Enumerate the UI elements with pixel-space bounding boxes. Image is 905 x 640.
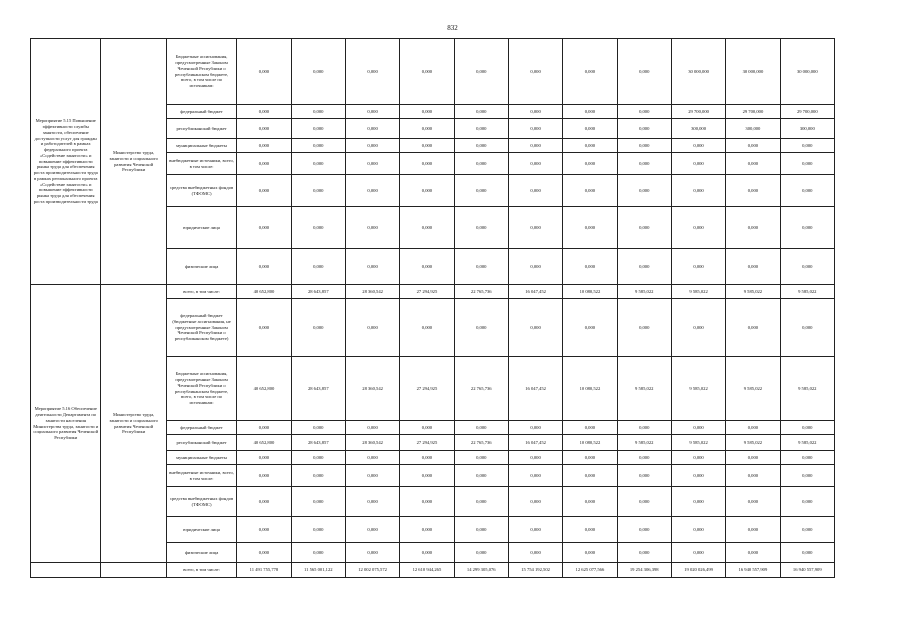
value-cell: 0,000 <box>454 299 508 357</box>
value-cell: 0,000 <box>671 207 725 249</box>
value-cell: 0,000 <box>563 517 617 543</box>
funding-source: муниципальные бюджеты <box>166 451 236 465</box>
value-cell: 0,000 <box>726 543 780 563</box>
value-cell: 0,000 <box>237 517 291 543</box>
value-cell: 0,000 <box>400 451 454 465</box>
value-cell: 9 585,022 <box>726 357 780 421</box>
value-cell: 0,000 <box>726 139 780 153</box>
value-cell: 0,000 <box>671 249 725 285</box>
value-cell: 0,000 <box>345 543 399 563</box>
value-cell: 0,000 <box>617 421 671 435</box>
value-cell: 29 700,000 <box>726 105 780 119</box>
value-cell: 0,000 <box>400 421 454 435</box>
value-cell: 9 585,022 <box>671 435 725 451</box>
value-cell: 0,000 <box>454 421 508 435</box>
value-cell: 0,000 <box>563 299 617 357</box>
value-cell: 0,000 <box>780 299 834 357</box>
value-cell: 0,000 <box>345 451 399 465</box>
value-cell: 0,000 <box>454 175 508 207</box>
value-cell: 16 940 557,909 <box>780 563 834 578</box>
value-cell: 0,000 <box>508 119 562 139</box>
value-cell: 16 047,452 <box>508 357 562 421</box>
value-cell: 0,000 <box>291 207 345 249</box>
value-cell: 0,000 <box>291 543 345 563</box>
value-cell: 0,000 <box>726 153 780 175</box>
value-cell: 0,000 <box>291 175 345 207</box>
value-cell: 9 585,022 <box>780 435 834 451</box>
value-cell: 0,000 <box>400 119 454 139</box>
value-cell: 9 585,022 <box>780 357 834 421</box>
value-cell: 0,000 <box>726 451 780 465</box>
value-cell: 0,000 <box>237 153 291 175</box>
value-cell: 0,000 <box>726 465 780 487</box>
value-cell: 0,000 <box>508 543 562 563</box>
table-row <box>31 285 835 299</box>
value-cell: 0,000 <box>400 105 454 119</box>
value-cell: 0,000 <box>237 249 291 285</box>
value-cell: 0,000 <box>617 517 671 543</box>
value-cell: 0,000 <box>237 299 291 357</box>
value-cell: 0,000 <box>671 517 725 543</box>
value-cell: 0,000 <box>345 105 399 119</box>
value-cell: 14 299 305,076 <box>454 563 508 578</box>
value-cell: 0,000 <box>563 487 617 517</box>
value-cell: 0,000 <box>671 175 725 207</box>
value-cell: 28 643,857 <box>291 285 345 299</box>
value-cell: 0,000 <box>508 139 562 153</box>
value-cell: 0,000 <box>617 39 671 105</box>
value-cell: 10 080,522 <box>563 435 617 451</box>
value-cell: 16 047,452 <box>508 285 562 299</box>
value-cell: 0,000 <box>400 249 454 285</box>
funding-source: Бюджетные ассигнования, предусмотренные Законом Чеченской Республики о республиканском бюджете, всего, в том числе по источникам: <box>166 357 236 421</box>
value-cell: 0,000 <box>237 139 291 153</box>
value-cell: 22 765,736 <box>454 285 508 299</box>
value-cell: 0,000 <box>780 207 834 249</box>
value-cell: 0,000 <box>400 487 454 517</box>
value-cell: 0,000 <box>508 175 562 207</box>
value-cell: 0,000 <box>726 299 780 357</box>
value-cell: 9 585,022 <box>617 285 671 299</box>
value-cell: 9 585,022 <box>726 435 780 451</box>
value-cell: 0,000 <box>508 207 562 249</box>
value-cell: 40 652,800 <box>237 285 291 299</box>
total-empty-cell <box>101 563 166 578</box>
value-cell: 300,000 <box>780 119 834 139</box>
page-number: 832 <box>447 24 458 32</box>
funding-source: внебюджетные источники, всего, в том числе: <box>166 465 236 487</box>
value-cell: 0,000 <box>291 249 345 285</box>
value-cell: 0,000 <box>345 39 399 105</box>
value-cell: 0,000 <box>563 207 617 249</box>
table-row <box>31 39 835 105</box>
value-cell: 19 020 026,499 <box>671 563 725 578</box>
value-cell: 40 652,800 <box>237 435 291 451</box>
value-cell: 0,000 <box>780 451 834 465</box>
value-cell: 10 080,522 <box>563 357 617 421</box>
event-name: Мероприятие 5.16 Обеспечение деятельности Департамента по занятости населения Министерства труда, занятости и социального развития Чеченской Республики <box>31 285 101 563</box>
value-cell: 0,000 <box>291 421 345 435</box>
value-cell: 0,000 <box>617 543 671 563</box>
value-cell: 0,000 <box>780 175 834 207</box>
value-cell: 0,000 <box>237 105 291 119</box>
value-cell: 0,000 <box>454 207 508 249</box>
value-cell: 0,000 <box>780 421 834 435</box>
value-cell: 0,000 <box>780 249 834 285</box>
value-cell: 0,000 <box>291 139 345 153</box>
value-cell: 300,000 <box>726 119 780 139</box>
value-cell: 10 080,522 <box>563 285 617 299</box>
funding-source: юридические лица <box>166 517 236 543</box>
value-cell: 0,000 <box>237 175 291 207</box>
value-cell: 0,000 <box>237 421 291 435</box>
value-cell: 0,000 <box>454 249 508 285</box>
value-cell: 0,000 <box>726 175 780 207</box>
value-cell: 0,000 <box>237 465 291 487</box>
value-cell: 0,000 <box>237 487 291 517</box>
value-cell: 0,000 <box>671 487 725 517</box>
total-row <box>31 563 835 578</box>
value-cell: 0,000 <box>563 119 617 139</box>
value-cell: 0,000 <box>671 543 725 563</box>
value-cell: 0,000 <box>617 153 671 175</box>
value-cell: 0,000 <box>345 421 399 435</box>
value-cell: 0,000 <box>617 465 671 487</box>
value-cell: 0,000 <box>780 153 834 175</box>
value-cell: 0,000 <box>400 175 454 207</box>
value-cell: 0,000 <box>671 139 725 153</box>
value-cell: 27 294,925 <box>400 435 454 451</box>
value-cell: 0,000 <box>400 39 454 105</box>
value-cell: 0,000 <box>345 299 399 357</box>
value-cell: 0,000 <box>454 517 508 543</box>
value-cell: 0,000 <box>563 249 617 285</box>
funding-source: физические лица <box>166 543 236 563</box>
value-cell: 0,000 <box>291 105 345 119</box>
value-cell: 29 700,000 <box>671 105 725 119</box>
value-cell: 16 047,452 <box>508 435 562 451</box>
value-cell: 0,000 <box>617 139 671 153</box>
value-cell: 0,000 <box>726 517 780 543</box>
value-cell: 0,000 <box>617 299 671 357</box>
funding-source: федеральный бюджет (бюджетные ассигнования, не предусмотренные Законом Чеченской Республики о республиканском бюджете) <box>166 299 236 357</box>
value-cell: 0,000 <box>237 39 291 105</box>
value-cell: 0,000 <box>400 543 454 563</box>
event-name: Мероприятие 5.15 Повышение эффективности службы занятости, обеспечение доступности услуг для граждан и работодателей в рамках федерального проекта «Содействие занятости» и повышение эффективности рынка труда для обеспечения роста производительности труда в рамках регионального проекта «Содействие занятости» и повышение эффективности рынка труда для обеспечения роста производительности труда <box>31 39 101 285</box>
value-cell: 0,000 <box>671 465 725 487</box>
value-cell: 0,000 <box>291 517 345 543</box>
value-cell: 0,000 <box>617 451 671 465</box>
value-cell: 0,000 <box>454 543 508 563</box>
total-empty-cell <box>31 563 101 578</box>
value-cell: 0,000 <box>508 517 562 543</box>
value-cell: 40 652,800 <box>237 357 291 421</box>
value-cell: 0,000 <box>345 207 399 249</box>
value-cell: 11 491 755,778 <box>237 563 291 578</box>
value-cell: 0,000 <box>780 139 834 153</box>
value-cell: 0,000 <box>617 207 671 249</box>
value-cell: 0,000 <box>617 119 671 139</box>
funding-source: юридические лица <box>166 207 236 249</box>
value-cell: 0,000 <box>563 451 617 465</box>
value-cell: 9 585,022 <box>617 357 671 421</box>
value-cell: 12 625 077,566 <box>563 563 617 578</box>
value-cell: 0,000 <box>726 249 780 285</box>
value-cell: 0,000 <box>291 465 345 487</box>
value-cell: 0,000 <box>617 249 671 285</box>
value-cell: 0,000 <box>454 451 508 465</box>
value-cell: 0,000 <box>726 207 780 249</box>
value-cell: 0,000 <box>508 421 562 435</box>
value-cell: 0,000 <box>345 517 399 543</box>
value-cell: 28 643,857 <box>291 357 345 421</box>
value-cell: 0,000 <box>726 421 780 435</box>
funding-source: федеральный бюджет <box>166 105 236 119</box>
value-cell: 0,000 <box>617 487 671 517</box>
value-cell: 0,000 <box>563 175 617 207</box>
value-cell: 0,000 <box>345 465 399 487</box>
funding-source: всего, в том числе: <box>166 563 236 578</box>
value-cell: 0,000 <box>780 465 834 487</box>
value-cell: 0,000 <box>508 487 562 517</box>
value-cell: 0,000 <box>508 451 562 465</box>
value-cell: 0,000 <box>291 39 345 105</box>
value-cell: 12 610 944,265 <box>400 563 454 578</box>
value-cell: 0,000 <box>508 249 562 285</box>
value-cell: 0,000 <box>454 465 508 487</box>
value-cell: 0,000 <box>563 153 617 175</box>
value-cell: 9 585,022 <box>617 435 671 451</box>
value-cell: 0,000 <box>291 487 345 517</box>
value-cell: 9 585,022 <box>671 285 725 299</box>
value-cell: 0,000 <box>508 153 562 175</box>
value-cell: 0,000 <box>563 39 617 105</box>
value-cell: 12 002 075,572 <box>345 563 399 578</box>
value-cell: 0,000 <box>508 465 562 487</box>
value-cell: 9 585,022 <box>726 285 780 299</box>
value-cell: 28 360,542 <box>345 285 399 299</box>
value-cell: 0,000 <box>400 207 454 249</box>
funding-source: республиканский бюджет <box>166 119 236 139</box>
value-cell: 0,000 <box>563 465 617 487</box>
value-cell: 0,000 <box>508 299 562 357</box>
value-cell: 30 000,000 <box>780 39 834 105</box>
value-cell: 0,000 <box>508 105 562 119</box>
value-cell: 0,000 <box>291 451 345 465</box>
value-cell: 28 360,542 <box>345 435 399 451</box>
funding-source: средства внебюджетных фондов (ТФОМС) <box>166 487 236 517</box>
value-cell: 16 940 557,909 <box>726 563 780 578</box>
funding-source: средства внебюджетных фондов (ТФОМС) <box>166 175 236 207</box>
value-cell: 15 754 192,502 <box>508 563 562 578</box>
value-cell: 27 294,925 <box>400 357 454 421</box>
value-cell: 0,000 <box>291 119 345 139</box>
value-cell: 0,000 <box>400 517 454 543</box>
value-cell: 30 000,000 <box>726 39 780 105</box>
value-cell: 0,000 <box>726 487 780 517</box>
value-cell: 0,000 <box>454 105 508 119</box>
funding-source: всего, в том числе: <box>166 285 236 299</box>
funding-source: внебюджетные источники, всего, в том числе: <box>166 153 236 175</box>
value-cell: 0,000 <box>617 175 671 207</box>
executor-name: Министерство труда, занятости и социального развития Чеченской Республики <box>101 39 166 285</box>
executor-name: Министерство труда, занятости и социального развития Чеченской Республики <box>101 285 166 563</box>
value-cell: 0,000 <box>345 249 399 285</box>
value-cell: 0,000 <box>237 207 291 249</box>
value-cell: 0,000 <box>671 299 725 357</box>
value-cell: 0,000 <box>454 153 508 175</box>
value-cell: 0,000 <box>345 139 399 153</box>
value-cell: 27 294,925 <box>400 285 454 299</box>
value-cell: 0,000 <box>400 465 454 487</box>
funding-source: республиканский бюджет <box>166 435 236 451</box>
value-cell: 30 000,000 <box>671 39 725 105</box>
value-cell: 0,000 <box>400 153 454 175</box>
value-cell: 9 585,022 <box>671 357 725 421</box>
value-cell: 22 765,736 <box>454 357 508 421</box>
funding-source: Бюджетные ассигнования, предусмотренные Законом Чеченской Республики о республиканском бюджете, всего, в том числе по источникам: <box>166 39 236 105</box>
value-cell: 0,000 <box>617 105 671 119</box>
value-cell: 0,000 <box>508 39 562 105</box>
value-cell: 0,000 <box>400 139 454 153</box>
value-cell: 0,000 <box>780 517 834 543</box>
value-cell: 0,000 <box>563 543 617 563</box>
funding-source: федеральный бюджет <box>166 421 236 435</box>
value-cell: 0,000 <box>291 153 345 175</box>
value-cell: 0,000 <box>237 543 291 563</box>
funding-source: муниципальные бюджеты <box>166 139 236 153</box>
value-cell: 28 643,857 <box>291 435 345 451</box>
value-cell: 0,000 <box>780 487 834 517</box>
value-cell: 0,000 <box>671 451 725 465</box>
value-cell: 0,000 <box>237 119 291 139</box>
value-cell: 0,000 <box>345 487 399 517</box>
value-cell: 22 765,736 <box>454 435 508 451</box>
value-cell: 0,000 <box>780 543 834 563</box>
value-cell: 0,000 <box>671 153 725 175</box>
value-cell: 0,000 <box>454 39 508 105</box>
value-cell: 28 360,542 <box>345 357 399 421</box>
value-cell: 0,000 <box>291 299 345 357</box>
value-cell: 11 565 001,122 <box>291 563 345 578</box>
value-cell: 0,000 <box>400 299 454 357</box>
value-cell: 29 700,000 <box>780 105 834 119</box>
value-cell: 9 585,022 <box>780 285 834 299</box>
value-cell: 0,000 <box>345 175 399 207</box>
value-cell: 0,000 <box>454 139 508 153</box>
value-cell: 0,000 <box>345 153 399 175</box>
funding-source: физические лица <box>166 249 236 285</box>
budget-table <box>30 38 835 578</box>
value-cell: 0,000 <box>563 421 617 435</box>
value-cell: 0,000 <box>237 451 291 465</box>
value-cell: 0,000 <box>345 119 399 139</box>
value-cell: 0,000 <box>671 421 725 435</box>
value-cell: 0,000 <box>563 105 617 119</box>
value-cell: 0,000 <box>454 119 508 139</box>
value-cell: 0,000 <box>454 487 508 517</box>
value-cell: 0,000 <box>563 139 617 153</box>
value-cell: 19 254 306,398 <box>617 563 671 578</box>
value-cell: 300,000 <box>671 119 725 139</box>
